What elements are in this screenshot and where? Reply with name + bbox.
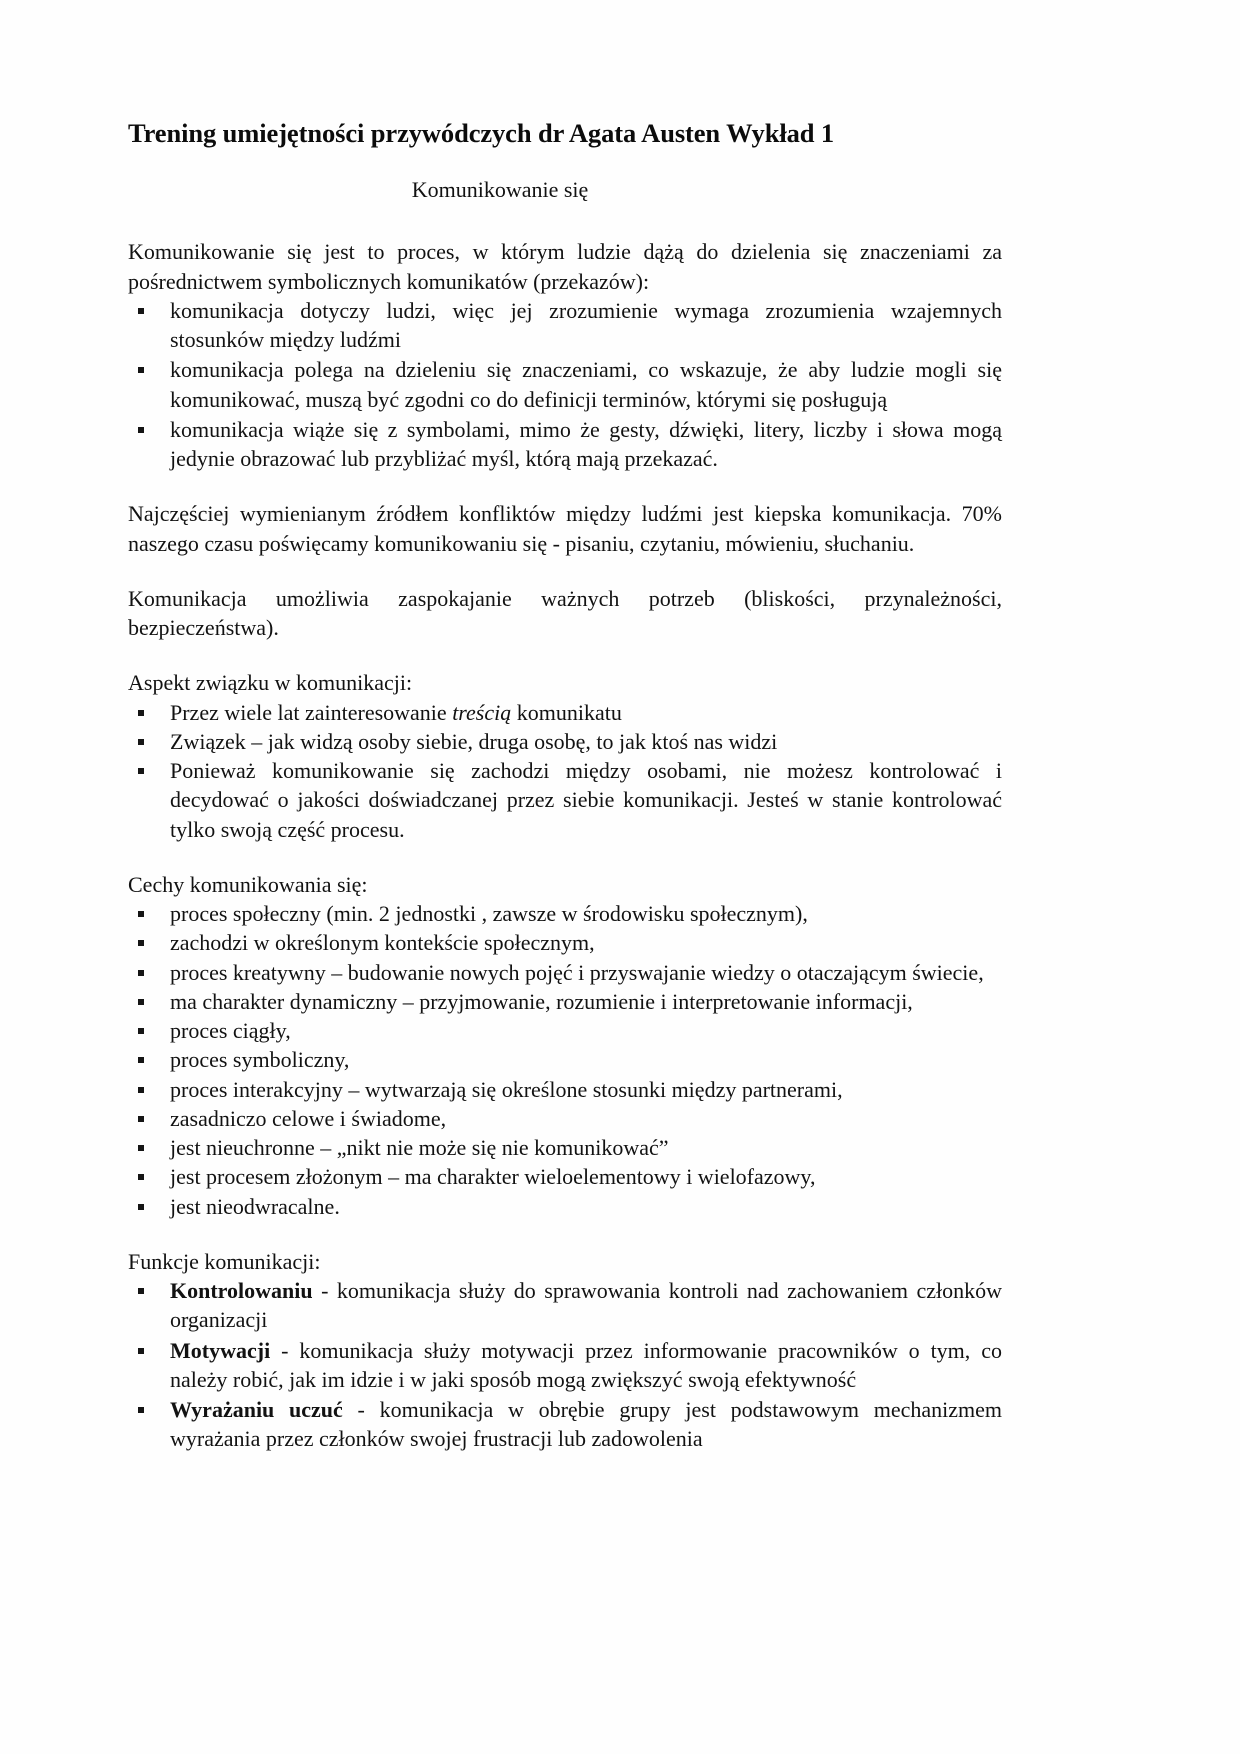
list-item — [128, 727, 1002, 756]
needs-paragraph: Komunikacja umożliwia zaspokajanie ważnych potrzeb (bliskości, przynależności, bezpieczeństwa). — [128, 585, 1002, 641]
list-item-keyword: Kontrolowaniu — [170, 1278, 313, 1304]
list-item: ma charakter dynamiczny – przyjmowanie, rozumienie i interpretowanie informacji, — [128, 987, 1002, 1016]
list-item-text-before: Przez wiele lat zainteresowanie — [170, 699, 453, 725]
list-item: zasadniczo celowe i świadome, — [128, 1104, 1002, 1133]
aspect-heading: Aspekt związku w komunikacji: — [128, 670, 413, 696]
features-bullet-list — [128, 899, 1002, 1221]
list-item-keyword: Wyrażaniu uczuć — [170, 1397, 343, 1423]
list-item-text-after: komunikatu — [511, 699, 622, 725]
page-title: Trening umiejętności przywódczych dr Agata Austen Wykład 1 — [128, 118, 835, 148]
list-item-text-before: Związek – jak widzą osoby siebie, druga osobę, to jak ktoś nas widzi — [170, 728, 778, 754]
list-item: jest procesem złożonym – ma charakter wieloelementowy i wielofazowy, — [128, 1162, 1002, 1191]
list-item-text: - komunikacja służy do sprawowania kontroli nad zachowaniem członków organizacji — [170, 1278, 1002, 1333]
list-item-text: - komunikacja w obrębie grupy jest podstawowym mechanizmem wyrażania przez członków swojej frustracji lub zadowolenia — [170, 1397, 1003, 1452]
list-item: komunikacja dotyczy ludzi, więc jej zrozumienie wymaga zrozumienia wzajemnych stosunków między ludźmi — [128, 296, 1002, 355]
list-item: zachodzi w określonym kontekście społecznym, — [128, 928, 1002, 957]
list-item-keyword: Motywacji — [170, 1337, 271, 1363]
document-subtitle: Komunikowanie się — [411, 176, 589, 202]
list-item: jest nieodwracalne. — [128, 1192, 1002, 1221]
list-item — [128, 698, 1002, 727]
list-item: proces ciągły, — [128, 1016, 1002, 1045]
aspect-bullet-list — [128, 698, 1002, 844]
conflict-paragraph: Najczęściej wymienianym źródłem konfliktów między ludźmi jest kiepska komunikacja. 70% naszego czasu poświęcamy komunikowaniu się - pisaniu, czytaniu, mówieniu, słuchaniu. — [128, 501, 1002, 556]
list-item — [128, 756, 1002, 844]
list-item: jest nieuchronne – „nikt nie może się nie komunikować” — [128, 1133, 1002, 1162]
list-item: komunikacja wiąże się z symbolami, mimo że gesty, dźwięki, litery, liczby i słowa mogą jedynie obrazować lub przybliżać myśl, którą mają przekazać. — [128, 415, 1002, 474]
functions-bullet-list — [128, 1276, 1002, 1454]
list-item: proces kreatywny – budowanie nowych pojęć i przyswajanie wiedzy o otaczającym świecie, — [128, 958, 1002, 987]
list-item: proces interakcyjny – wytwarzają się określone stosunki między partnerami, — [128, 1075, 1002, 1104]
features-heading: Cechy komunikowania się: — [128, 871, 368, 897]
list-item: komunikacja polega na dzieleniu się znaczeniami, co wskazuje, że aby ludzie mogli się komunikować, muszą być zgodni co do definicji terminów, którymi się posługują — [128, 355, 1002, 414]
list-item: proces symboliczny, — [128, 1045, 1002, 1074]
list-item — [128, 1336, 1002, 1395]
functions-heading: Funkcje komunikacji: — [128, 1248, 321, 1274]
intro-paragraph: Komunikowanie się jest to proces, w którym ludzie dążą do dzielenia się znaczeniami za pośrednictwem symbolicznych komunikatów (przekazów): — [128, 239, 1002, 294]
list-item-text-italic: treścią — [452, 699, 512, 725]
list-item — [128, 1276, 1002, 1335]
list-item: proces społeczny (min. 2 jednostki , zawsze w środowisku społecznym), — [128, 899, 1002, 928]
list-item-text-before: Ponieważ komunikowanie się zachodzi między osobami, nie możesz kontrolować i decydować o jakości doświadczanej przez siebie komunikacji. Jesteś w stanie kontrolować tylko swoją część procesu. — [170, 758, 1002, 842]
list-item — [128, 1395, 1002, 1454]
list-item-text: - komunikacja służy motywacji przez informowanie pracowników o tym, co należy robić, jak im idzie i w jaki sposób mogą zwiększyć swoją efektywność — [170, 1337, 1002, 1392]
intro-bullet-list — [128, 296, 1002, 474]
